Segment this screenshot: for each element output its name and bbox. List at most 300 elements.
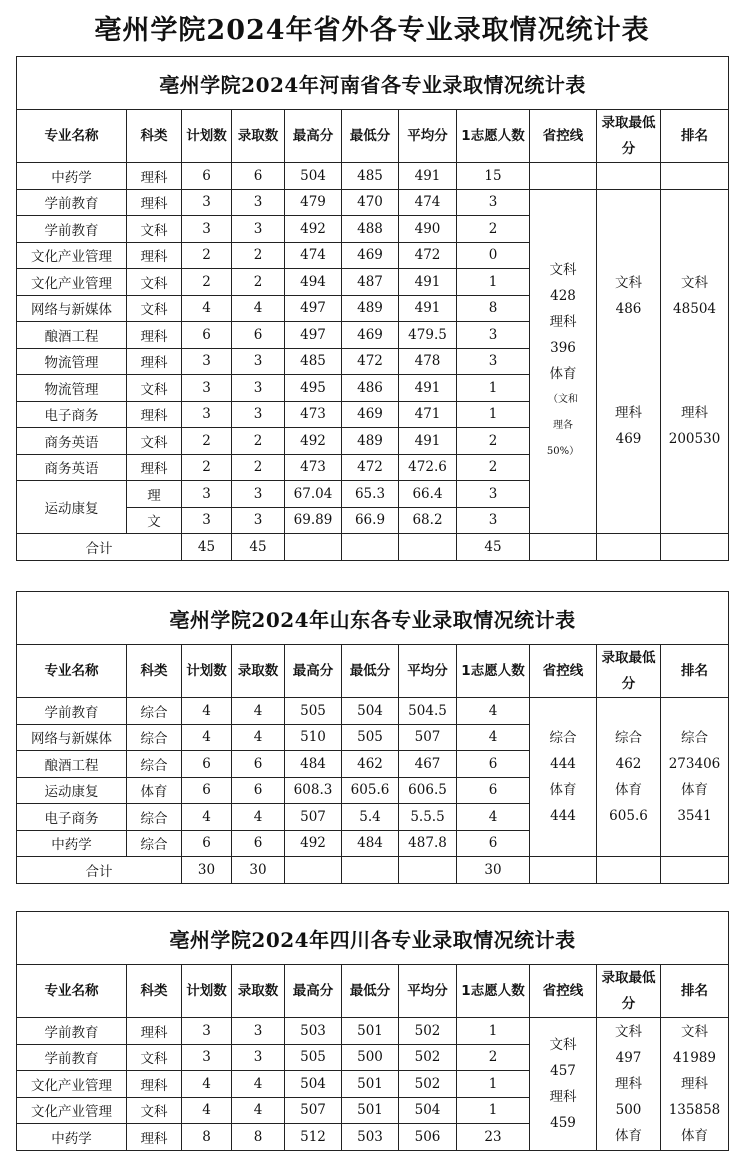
cell-min: 66.9 (342, 507, 399, 534)
header-type: 科类 (127, 110, 182, 163)
header-admit: 录取数 (232, 645, 285, 698)
cell-admit: 3 (232, 189, 285, 216)
cell-empty (597, 534, 661, 561)
cell-min: 484 (342, 830, 399, 857)
cell-first: 6 (457, 830, 530, 857)
cell-avg: 506 (399, 1124, 457, 1151)
sichuan-table (16, 911, 729, 1151)
cell-min: 505 (342, 724, 399, 751)
cell-min: 472 (342, 348, 399, 375)
cell-max: 485 (285, 348, 342, 375)
total-row (17, 534, 729, 561)
cell-first: 6 (457, 751, 530, 778)
table-row (17, 698, 729, 725)
cell-max: 479 (285, 189, 342, 216)
cell-admit: 3 (232, 216, 285, 243)
sichuan-lowest (597, 1018, 661, 1151)
cell-major: 酿酒工程 (17, 322, 127, 349)
control-line-l2: 457 (550, 1062, 576, 1079)
cell-avg: 478 (399, 348, 457, 375)
header-type: 科类 (127, 965, 182, 1018)
cell-first: 15 (457, 163, 530, 190)
header-control: 省控线 (530, 965, 597, 1018)
cell-min: 469 (342, 401, 399, 428)
cell-first: 3 (457, 189, 530, 216)
cell-avg: 472.6 (399, 454, 457, 481)
cell-first: 3 (457, 481, 530, 508)
cell-max: 497 (285, 322, 342, 349)
cell-first: 2 (457, 216, 530, 243)
cell-min: 469 (342, 322, 399, 349)
control-line-l2: 444 (550, 756, 576, 772)
cell-major: 文化产业管理 (17, 242, 127, 269)
cell-admit: 3 (232, 1044, 285, 1071)
cell-max: 67.04 (285, 481, 342, 508)
header-first: 1志愿人数 (457, 965, 530, 1018)
table-row (17, 1018, 729, 1045)
lowest-l2: 497 (615, 1049, 642, 1066)
cell-admit: 2 (232, 269, 285, 296)
total-first: 45 (457, 534, 530, 561)
rank-b2: 200530 (668, 431, 721, 448)
header-major: 专业名称 (17, 110, 127, 163)
cell-type: 理科 (127, 242, 182, 269)
cell-plan: 3 (182, 348, 232, 375)
shandong-lowest (597, 698, 661, 857)
cell-avg: 491 (399, 163, 457, 190)
cell-max: 510 (285, 724, 342, 751)
cell-avg: 504 (399, 1097, 457, 1124)
cell-avg: 68.2 (399, 507, 457, 534)
cell-admit: 2 (232, 454, 285, 481)
cell-avg: 491 (399, 295, 457, 322)
table-row (17, 189, 729, 216)
cell-empty (342, 534, 399, 561)
cell-avg: 491 (399, 269, 457, 296)
lowest-l1: 综合 (615, 730, 642, 746)
cell-type: 文 (127, 507, 182, 534)
cell-major: 商务英语 (17, 428, 127, 455)
rank-l1: 综合 (681, 730, 708, 746)
cell-min: 485 (342, 163, 399, 190)
cell-avg: 471 (399, 401, 457, 428)
cell-avg: 502 (399, 1018, 457, 1045)
cell-admit: 4 (232, 724, 285, 751)
header-min: 最低分 (342, 645, 399, 698)
cell-admit: 4 (232, 698, 285, 725)
cell-major: 酿酒工程 (17, 751, 127, 778)
control-line-l1: 综合 (549, 730, 577, 746)
cell-plan: 3 (182, 189, 232, 216)
cell-type: 综合 (127, 724, 182, 751)
cell-first: 2 (457, 428, 530, 455)
cell-avg: 491 (399, 428, 457, 455)
cell-major: 文化产业管理 (17, 1071, 127, 1098)
cell-min: 605.6 (342, 777, 399, 804)
cell-min: 469 (342, 242, 399, 269)
cell-type: 综合 (127, 830, 182, 857)
header-max: 最高分 (285, 965, 342, 1018)
cell-major: 文化产业管理 (17, 1097, 127, 1124)
shandong-control-line (530, 698, 597, 857)
cell-min: 501 (342, 1097, 399, 1124)
cell-plan: 3 (182, 507, 232, 534)
cell-min: 504 (342, 698, 399, 725)
cell-first: 3 (457, 348, 530, 375)
control-line-l3: 理科 (549, 1088, 577, 1105)
cell-max: 504 (285, 1071, 342, 1098)
sichuan-control-line (530, 1018, 597, 1151)
cell-plan: 3 (182, 481, 232, 508)
cell-first: 1 (457, 375, 530, 402)
cell-empty (342, 857, 399, 884)
header-type: 科类 (127, 645, 182, 698)
cell-min: 65.3 (342, 481, 399, 508)
cell-min: 5.4 (342, 804, 399, 831)
control-line-l3: 体育 (549, 782, 577, 798)
lowest-b1: 理科 (615, 405, 642, 422)
header-rank: 排名 (661, 645, 729, 698)
cell-first: 0 (457, 242, 530, 269)
header-row (17, 645, 729, 698)
control-line-note2: 理各 (553, 420, 573, 432)
henan-lowest (597, 189, 661, 534)
lowest-l3: 理科 (615, 1075, 642, 1092)
header-avg: 平均分 (399, 645, 457, 698)
control-line-l5: 体育 (549, 366, 577, 383)
header-lowest: 录取最低分 (597, 645, 661, 698)
cell-major: 物流管理 (17, 375, 127, 402)
rank-l4: 3541 (677, 808, 712, 824)
cell-first: 4 (457, 804, 530, 831)
cell-major: 中药学 (17, 163, 127, 190)
rank-a1: 文科 (681, 275, 709, 292)
lowest-l2: 462 (615, 756, 642, 772)
cell-type: 综合 (127, 804, 182, 831)
header-control: 省控线 (530, 645, 597, 698)
control-line-l4: 444 (550, 808, 576, 824)
cell-type: 文科 (127, 428, 182, 455)
cell-first: 1 (457, 401, 530, 428)
cell-admit: 3 (232, 348, 285, 375)
cell-admit: 4 (232, 804, 285, 831)
cell-first: 1 (457, 1071, 530, 1098)
shandong-table (16, 591, 729, 884)
cell-first: 4 (457, 698, 530, 725)
cell-plan: 3 (182, 375, 232, 402)
rank-l3: 理科 (681, 1075, 708, 1092)
henan-rank (661, 189, 729, 534)
cell-major: 电子商务 (17, 401, 127, 428)
cell-admit: 3 (232, 481, 285, 508)
cell-max: 494 (285, 269, 342, 296)
cell-max: 69.89 (285, 507, 342, 534)
cell-max: 474 (285, 242, 342, 269)
cell-type: 体育 (127, 777, 182, 804)
total-admit: 45 (232, 534, 285, 561)
cell-empty (597, 857, 661, 884)
cell-first: 2 (457, 1044, 530, 1071)
cell-admit: 3 (232, 375, 285, 402)
cell-first: 6 (457, 777, 530, 804)
cell-min: 486 (342, 375, 399, 402)
cell-plan: 3 (182, 1018, 232, 1045)
cell-plan: 4 (182, 724, 232, 751)
cell-plan: 4 (182, 295, 232, 322)
cell-empty (399, 534, 457, 561)
cell-major: 文化产业管理 (17, 269, 127, 296)
cell-type: 文科 (127, 295, 182, 322)
cell-plan: 6 (182, 777, 232, 804)
cell-type: 理科 (127, 1018, 182, 1045)
henan-title: 亳州学院2024年河南省各专业录取情况统计表 (17, 57, 729, 110)
cell-major: 学前教育 (17, 1018, 127, 1045)
cell-empty (399, 857, 457, 884)
cell-min: 487 (342, 269, 399, 296)
cell-major: 中药学 (17, 1124, 127, 1151)
header-max: 最高分 (285, 110, 342, 163)
cell-plan: 2 (182, 269, 232, 296)
header-min: 最低分 (342, 110, 399, 163)
cell-type: 综合 (127, 751, 182, 778)
header-min: 最低分 (342, 965, 399, 1018)
cell-max: 473 (285, 401, 342, 428)
cell-admit: 6 (232, 322, 285, 349)
rank-l3: 体育 (681, 782, 708, 798)
cell-empty (530, 534, 597, 561)
henan-control-line (530, 189, 597, 534)
sichuan-title: 亳州学院2024年四川各专业录取情况统计表 (17, 912, 729, 965)
cell-major: 网络与新媒体 (17, 724, 127, 751)
cell-first: 3 (457, 507, 530, 534)
shandong-rank (661, 698, 729, 857)
cell-min: 472 (342, 454, 399, 481)
cell-first: 1 (457, 1097, 530, 1124)
cell-max: 492 (285, 830, 342, 857)
cell-avg: 474 (399, 189, 457, 216)
cell-admit: 2 (232, 428, 285, 455)
cell-type: 综合 (127, 698, 182, 725)
cell-empty (661, 163, 729, 190)
lowest-a1: 文科 (615, 275, 642, 292)
header-major: 专业名称 (17, 645, 127, 698)
cell-major: 电子商务 (17, 804, 127, 831)
cell-avg: 491 (399, 375, 457, 402)
cell-plan: 3 (182, 1044, 232, 1071)
control-line-l3: 理科 (549, 314, 577, 331)
cell-empty (661, 534, 729, 561)
header-avg: 平均分 (399, 110, 457, 163)
rank-l4: 135858 (668, 1101, 721, 1118)
cell-type: 文科 (127, 375, 182, 402)
header-row (17, 965, 729, 1018)
sichuan-rank (661, 1018, 729, 1151)
cell-max: 507 (285, 804, 342, 831)
cell-max: 505 (285, 698, 342, 725)
rank-l5: 体育 (681, 1127, 708, 1144)
rank-l2: 273406 (668, 756, 721, 772)
cell-plan: 6 (182, 163, 232, 190)
cell-plan: 6 (182, 751, 232, 778)
total-plan: 30 (182, 857, 232, 884)
control-line-l4: 459 (550, 1114, 576, 1131)
control-line-l4: 396 (550, 340, 576, 357)
total-first: 30 (457, 857, 530, 884)
cell-admit: 6 (232, 163, 285, 190)
cell-major: 商务英语 (17, 454, 127, 481)
rank-l1: 文科 (681, 1023, 708, 1040)
cell-empty (597, 163, 661, 190)
cell-max: 504 (285, 163, 342, 190)
cell-type: 理科 (127, 189, 182, 216)
cell-admit: 3 (232, 507, 285, 534)
cell-max: 608.3 (285, 777, 342, 804)
cell-min: 470 (342, 189, 399, 216)
header-plan: 计划数 (182, 965, 232, 1018)
cell-empty (530, 163, 597, 190)
cell-major: 学前教育 (17, 216, 127, 243)
cell-min: 501 (342, 1071, 399, 1098)
cell-max: 507 (285, 1097, 342, 1124)
header-max: 最高分 (285, 645, 342, 698)
header-first: 1志愿人数 (457, 110, 530, 163)
cell-admit: 6 (232, 830, 285, 857)
cell-first: 4 (457, 724, 530, 751)
header-avg: 平均分 (399, 965, 457, 1018)
cell-plan: 2 (182, 242, 232, 269)
header-admit: 录取数 (232, 110, 285, 163)
cell-type: 文科 (127, 216, 182, 243)
cell-plan: 4 (182, 804, 232, 831)
cell-type: 理科 (127, 348, 182, 375)
cell-admit: 6 (232, 751, 285, 778)
cell-admit: 3 (232, 401, 285, 428)
cell-major: 网络与新媒体 (17, 295, 127, 322)
henan-table (16, 56, 729, 561)
total-row (17, 857, 729, 884)
cell-max: 503 (285, 1018, 342, 1045)
cell-type: 文科 (127, 1044, 182, 1071)
lowest-l1: 文科 (615, 1023, 642, 1040)
cell-type: 理科 (127, 1124, 182, 1151)
total-plan: 45 (182, 534, 232, 561)
lowest-l4: 500 (615, 1101, 642, 1118)
cell-major: 中药学 (17, 830, 127, 857)
header-major: 专业名称 (17, 965, 127, 1018)
lowest-l5: 体育 (615, 1127, 642, 1144)
cell-avg: 502 (399, 1071, 457, 1098)
cell-max: 492 (285, 216, 342, 243)
cell-first: 23 (457, 1124, 530, 1151)
header-plan: 计划数 (182, 110, 232, 163)
cell-max: 492 (285, 428, 342, 455)
cell-type: 理科 (127, 322, 182, 349)
control-line-l1: 文科 (549, 262, 577, 279)
cell-max: 484 (285, 751, 342, 778)
cell-type: 理科 (127, 454, 182, 481)
lowest-l4: 605.6 (609, 808, 648, 824)
header-rank: 排名 (661, 110, 729, 163)
cell-max: 512 (285, 1124, 342, 1151)
lowest-l3: 体育 (615, 782, 642, 798)
cell-max: 497 (285, 295, 342, 322)
cell-plan: 2 (182, 428, 232, 455)
cell-min: 489 (342, 428, 399, 455)
rank-a2: 48504 (673, 301, 716, 318)
header-plan: 计划数 (182, 645, 232, 698)
cell-major: 学前教育 (17, 698, 127, 725)
cell-min: 503 (342, 1124, 399, 1151)
cell-first: 8 (457, 295, 530, 322)
table-row (17, 163, 729, 190)
cell-admit: 2 (232, 242, 285, 269)
cell-admit: 4 (232, 1097, 285, 1124)
total-admit: 30 (232, 857, 285, 884)
cell-min: 500 (342, 1044, 399, 1071)
cell-type: 理科 (127, 1071, 182, 1098)
cell-avg: 5.5.5 (399, 804, 457, 831)
cell-empty (285, 534, 342, 561)
cell-plan: 6 (182, 830, 232, 857)
cell-admit: 4 (232, 295, 285, 322)
rank-b1: 理科 (681, 405, 709, 422)
page-title: 亳州学院2024年省外各专业录取情况统计表 (94, 15, 650, 46)
cell-max: 505 (285, 1044, 342, 1071)
cell-admit: 8 (232, 1124, 285, 1151)
control-line-l2: 428 (550, 288, 576, 305)
cell-avg: 490 (399, 216, 457, 243)
shandong-title: 亳州学院2024年山东各专业录取情况统计表 (17, 592, 729, 645)
header-row (17, 110, 729, 163)
cell-admit: 6 (232, 777, 285, 804)
cell-min: 489 (342, 295, 399, 322)
total-label: 合计 (17, 534, 182, 561)
cell-avg: 504.5 (399, 698, 457, 725)
cell-max: 473 (285, 454, 342, 481)
lowest-b2: 469 (615, 431, 642, 448)
cell-major: 运动康复 (17, 777, 127, 804)
cell-plan: 4 (182, 1097, 232, 1124)
cell-min: 462 (342, 751, 399, 778)
header-lowest: 录取最低分 (597, 110, 661, 163)
rank-l2: 41989 (673, 1049, 716, 1066)
header-lowest: 录取最低分 (597, 965, 661, 1018)
cell-major: 学前教育 (17, 189, 127, 216)
control-line-note1: （文和 (548, 394, 578, 406)
cell-empty (530, 857, 597, 884)
cell-avg: 487.8 (399, 830, 457, 857)
cell-avg: 606.5 (399, 777, 457, 804)
cell-plan: 8 (182, 1124, 232, 1151)
cell-type: 理 (127, 481, 182, 508)
cell-admit: 3 (232, 1018, 285, 1045)
lowest-a2: 486 (615, 301, 642, 318)
cell-plan: 3 (182, 216, 232, 243)
header-admit: 录取数 (232, 965, 285, 1018)
cell-avg: 502 (399, 1044, 457, 1071)
cell-type: 理科 (127, 163, 182, 190)
cell-admit: 4 (232, 1071, 285, 1098)
cell-avg: 472 (399, 242, 457, 269)
cell-type: 文科 (127, 1097, 182, 1124)
cell-avg: 479.5 (399, 322, 457, 349)
control-line-l1: 文科 (549, 1036, 577, 1053)
cell-type: 文科 (127, 269, 182, 296)
cell-plan: 4 (182, 1071, 232, 1098)
control-line-note3: 50%） (546, 446, 580, 458)
cell-first: 1 (457, 269, 530, 296)
cell-first: 2 (457, 454, 530, 481)
